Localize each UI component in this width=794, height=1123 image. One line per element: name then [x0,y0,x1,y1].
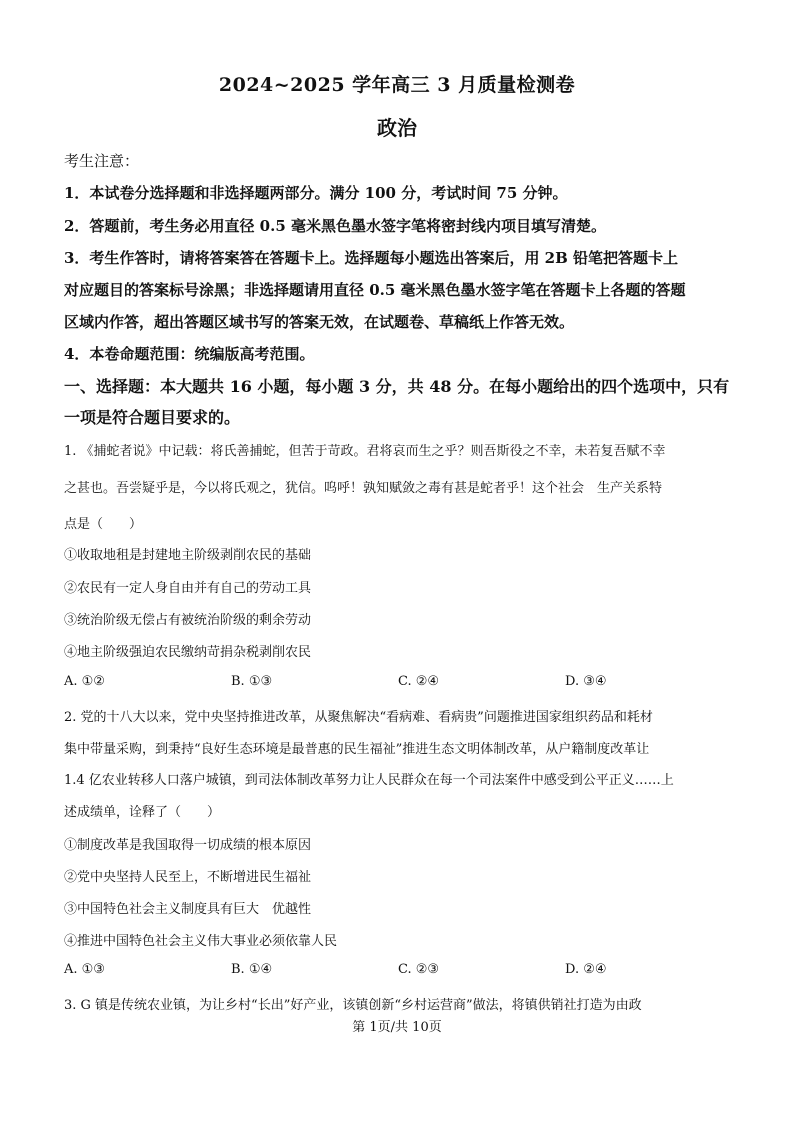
option-a: A. ①③ [64,962,105,977]
option-d: D. ③④ [565,674,607,689]
notice-item: 1．本试卷分选择题和非选择题两部分。满分 100 分，考试时间 75 分钟。 [64,184,568,202]
statement: ④推进中国特色社会主义伟大事业必须依靠人民 [64,934,338,949]
statement: ②党中央坚持人民至上，不断增进民生福祉 [64,870,312,885]
notice-item: 4．本卷命题范围：统编版高考范围。 [64,345,315,363]
statement: ①收取地租是封建地主阶级剥削农民的基础 [64,548,312,563]
option-c: C. ②④ [398,674,440,689]
statement: ③统治阶级无偿占有被统治阶级的剩余劳动 [64,613,312,628]
question-text: 述成绩单，诠释了（ ） [64,805,221,820]
question-text: 3. G 镇是传统农业镇，为让乡村“长出”好产业，该镇创新“乡村运营商”做法，将镇供销社打造为由政 [64,998,642,1013]
option-b: B. ①③ [231,674,273,689]
statement: ①制度改革是我国取得一切成绩的根本原因 [64,838,312,853]
option-a: A. ①② [64,674,105,689]
option-c: C. ②③ [398,962,440,977]
notice-heading: 考生注意： [64,152,140,170]
question-text: 2. 党的十八大以来，党中央坚持推进改革，从聚焦解决“看病难、看病贵”问题推进国家组织药品和耗材 [64,710,653,725]
option-d: D. ②④ [565,962,607,977]
section-heading-line: 一、选择题：本大题共 16 小题，每小题 3 分，共 48 分。在每小题给出的四个选项中，只有 [64,377,730,396]
notice-item: 区域内作答，超出答题区域书写的答案无效，在试题卷、草稿纸上作答无效。 [64,313,575,331]
question-text: 之甚也。吾尝疑乎是，今以将氏观之，犹信。呜呼！孰知赋敛之毒有甚是蛇者乎！这个社会 生产关系特 [64,481,663,496]
question-text: 点是（ ） [64,517,143,532]
page-number: 第 1页/共 10页 [352,1020,442,1035]
section-heading-line: 一项是符合题目要求的。 [64,408,241,427]
subject-title: 政治 [377,116,417,140]
question-text: 1.4 亿农业转移人口落户城镇，到司法体制改革努力让人民群众在每一个司法案件中感受到公平正义……上 [64,773,674,788]
statement: ④地主阶级强迫农民缴纳苛捐杂税剥削农民 [64,645,312,660]
option-b: B. ①④ [231,962,273,977]
notice-item: 2．答题前，考生务必用直径 0.5 毫米黑色墨水签字笔将密封线内项目填写清楚。 [64,217,606,235]
question-text: 集中带量采购，到秉持“良好生态环境是最普惠的民生福祉”推进生态文明体制改革，从户籍制度改革让 [64,742,650,757]
notice-item: 3．考生作答时，请将答案答在答题卡上。选择题每小题选出答案后，用 2B 铅笔把答题卡上 [64,249,679,267]
exam-title: 2024~2025 学年高三 3 月质量检测卷 [218,74,576,96]
question-text: 1. 《捕蛇者说》中记载：将氏善捕蛇，但苦于苛政。君将哀而生之乎？则吾斯役之不幸，未若复吾赋不幸 [64,444,666,459]
statement: ③中国特色社会主义制度具有巨大 优越性 [64,902,312,917]
statement: ②农民有一定人身自由并有自己的劳动工具 [64,581,312,596]
notice-item: 对应题目的答案标号涂黑；非选择题请用直径 0.5 毫米黑色墨水签字笔在答题卡上各题的答题 [64,281,686,299]
